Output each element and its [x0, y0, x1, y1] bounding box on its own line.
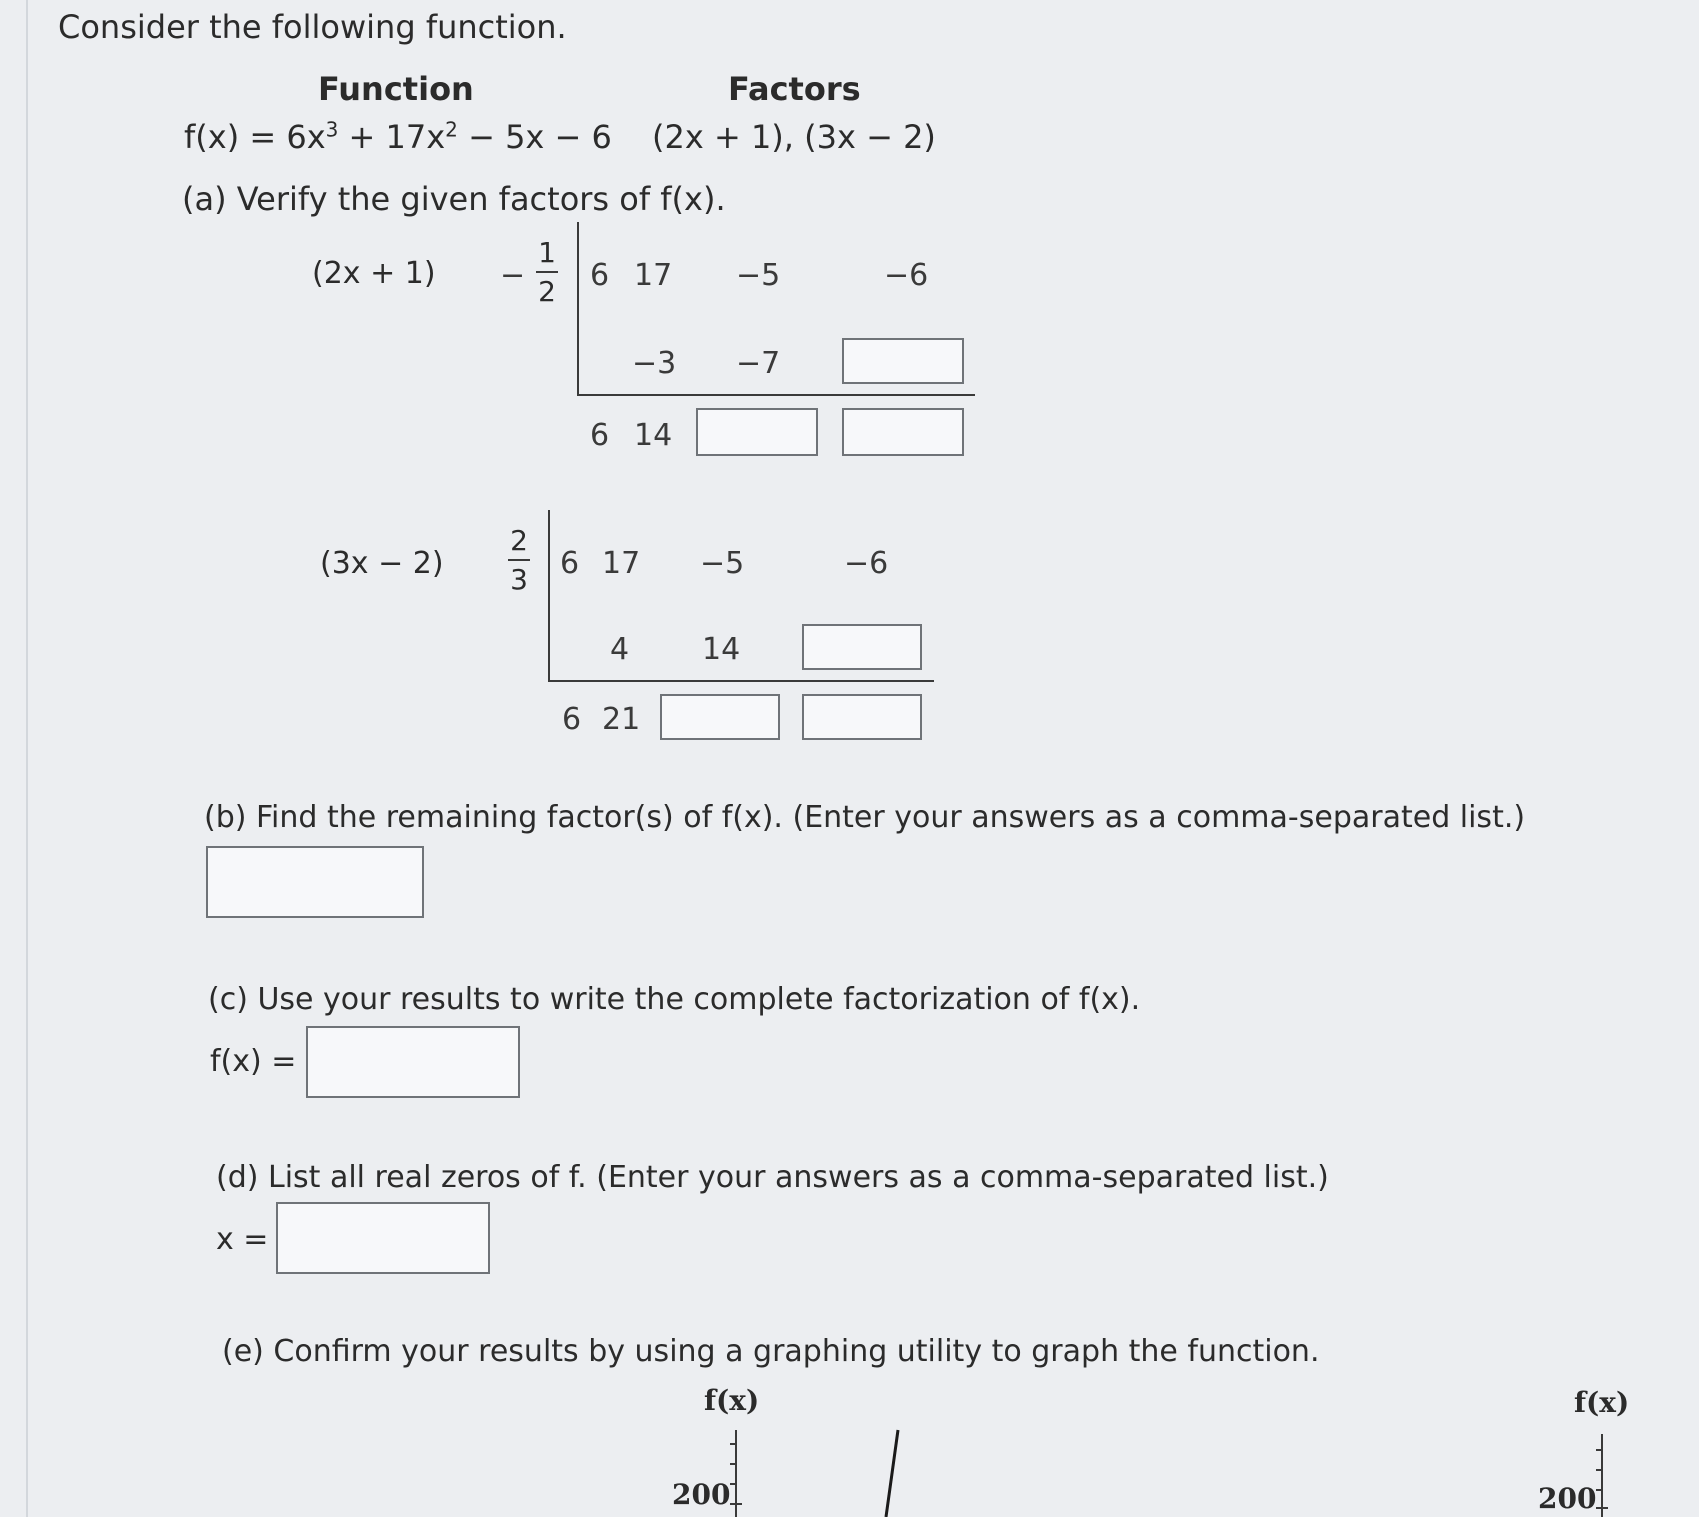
div1-factor-label: (2x + 1) — [312, 256, 436, 291]
div1-row2-val-1: −3 — [632, 346, 677, 381]
div2-factor-label: (3x − 2) — [320, 546, 444, 581]
factorization-input[interactable] — [306, 1026, 520, 1098]
div1-root-sign: − — [500, 258, 526, 293]
div2-coef-1: 6 — [560, 546, 580, 581]
div1-vertical-bar — [577, 222, 579, 394]
graph2-tick-200: 200 — [1538, 1482, 1597, 1515]
part-a-prompt: (a) Verify the given factors of f(x). — [182, 180, 726, 218]
function-expression: $f(x) = 6x^3 + 17x^2 - 5x - 6$ — [184, 117, 612, 156]
factorization-label: f(x) = — [210, 1044, 297, 1079]
part-c-prompt: (c) Use your results to write the complete factorization of f(x). — [208, 982, 1141, 1017]
div2-vertical-bar — [548, 510, 550, 680]
given-factors: (2x + 1), (3x − 2) — [652, 118, 936, 156]
div2-row2-input-3[interactable] — [802, 624, 922, 670]
graph1-plot — [720, 1420, 920, 1517]
div1-result-2: 14 — [634, 418, 673, 453]
graph1-y-axis-label: f(x) — [704, 1384, 760, 1417]
graph1-tick-200: 200 — [672, 1478, 731, 1511]
div1-coef-3: −5 — [736, 258, 781, 293]
div2-result-input-4[interactable] — [802, 694, 922, 740]
div1-result-input-4[interactable] — [842, 408, 964, 456]
graph2-y-axis-label: f(x) — [1574, 1386, 1630, 1419]
graph1-function-curve — [886, 1430, 898, 1517]
div2-horizontal-bar — [548, 680, 934, 682]
part-e-prompt: (e) Confirm your results by using a graphing utility to graph the function. — [222, 1334, 1320, 1369]
div2-row2-val-1: 4 — [610, 632, 630, 667]
div1-row2-input-3[interactable] — [842, 338, 964, 384]
zeros-input[interactable] — [276, 1202, 490, 1274]
div1-horizontal-bar — [577, 394, 975, 396]
div2-row2-val-2: 14 — [702, 632, 741, 667]
div2-result-input-3[interactable] — [660, 694, 780, 740]
factors-column-header: Factors — [728, 70, 861, 108]
div1-result-1: 6 — [590, 418, 610, 453]
intro-text: Consider the following function. — [58, 8, 567, 46]
div2-result-2: 21 — [602, 702, 641, 737]
page-margin-line — [26, 0, 28, 1517]
remaining-factors-input[interactable] — [206, 846, 424, 918]
div2-coef-4: −6 — [844, 546, 889, 581]
div1-coef-4: −6 — [884, 258, 929, 293]
div1-coef-2: 17 — [634, 258, 673, 293]
div2-result-1: 6 — [562, 702, 582, 737]
graph2-plot — [1588, 1428, 1628, 1517]
function-column-header: Function — [318, 70, 474, 108]
zeros-label: x = — [216, 1222, 269, 1257]
div1-root-fraction: 1 2 — [536, 236, 558, 308]
div1-row2-val-2: −7 — [736, 346, 781, 381]
div2-root-fraction: 2 3 — [508, 524, 530, 596]
part-d-prompt: (d) List all real zeros of f. (Enter your answers as a comma-separated list.) — [216, 1160, 1329, 1195]
div1-coef-1: 6 — [590, 258, 610, 293]
div2-coef-3: −5 — [700, 546, 745, 581]
div1-result-input-3[interactable] — [696, 408, 818, 456]
part-b-prompt: (b) Find the remaining factor(s) of f(x). (Enter your answers as a comma-separated list.) — [204, 800, 1526, 835]
div2-coef-2: 17 — [602, 546, 641, 581]
